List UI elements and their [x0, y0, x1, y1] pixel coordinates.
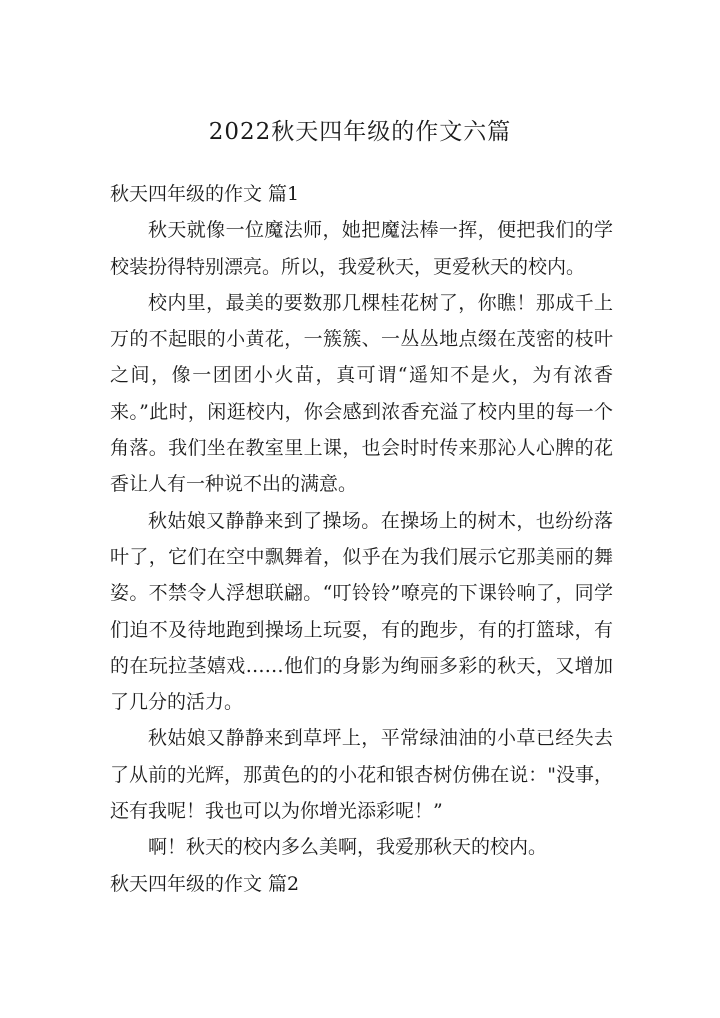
document-title: 2022秋天四年级的作文六篇	[208, 119, 512, 145]
section-heading-2: 秋天四年级的作文 篇2	[110, 872, 300, 895]
paragraph-2: 校内里，最美的要数那几棵桂花树了，你瞧！那成千上万的不起眼的小黄花，一簇簇、一丛丛地点缀在茂密的枝叶之间，像一团团小火苗，真可谓“遥知不是火，为有浓香来。”此时，闲逛校内，你会感到浓香充溢了校内里的每一个角落。我们坐在教室里上课，也会时时传来那沁人心脾的花香让人有一种说不出的满意。	[110, 291, 613, 496]
paragraph-4: 秋姑娘又静静来到草坪上，平常绿油油的小草已经失去了从前的光辉，那黄色的的小花和银杏树仿佛在说："没事，还有我呢！我也可以为你增光添彩呢！”	[110, 727, 613, 823]
paragraph-3: 秋姑娘又静静来到了操场。在操场上的树木，也纷纷落叶了，它们在空中飘舞着，似乎在为我们展示它那美丽的舞姿。不禁令人浮想联翩。“叮铃铃”嘹亮的下课铃响了，同学们迫不及待地跑到操场上玩耍，有的跑步，有的打篮球，有的在玩拉茎嬉戏……他们的身影为绚丽多彩的秋天，又增加了几分的活力。	[110, 509, 613, 714]
paragraph-5: 啊！秋天的校内多么美啊，我爱那秋天的校内。	[148, 836, 548, 859]
section-heading-1: 秋天四年级的作文 篇1	[110, 183, 300, 205]
document-body	[110, 176, 613, 902]
paragraph-1: 秋天就像一位魔法师，她把魔法棒一挥，便把我们的学校装扮得特别漂亮。所以，我爱秋天，更爱秋天的校内。	[110, 219, 613, 278]
